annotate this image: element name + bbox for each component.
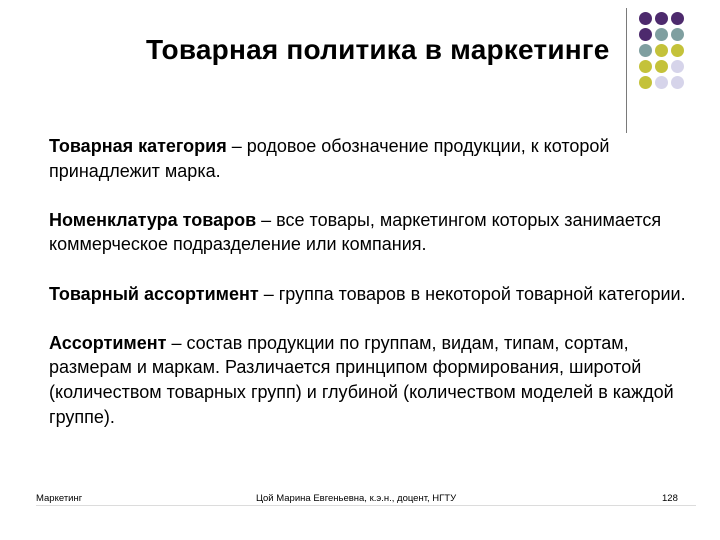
- decor-dot: [639, 76, 652, 89]
- definition-paragraph: [49, 208, 713, 257]
- decor-dot: [639, 44, 652, 57]
- definition-text: – все товары, маркетингом которых занимается коммерческое подразделение или компания.: [49, 209, 662, 255]
- definition-term: Товарная категория: [49, 136, 227, 156]
- slide-title: Товарная политика в маркетинге: [146, 34, 610, 65]
- slide-body: [49, 134, 713, 454]
- definition-text: – родовое обозначение продукции, к которой принадлежит марка.: [49, 136, 610, 181]
- decor-dot: [671, 60, 684, 73]
- decor-dot: [639, 28, 652, 41]
- definition-paragraph: [49, 282, 713, 307]
- definition-term: Товарный ассортимент: [49, 283, 259, 304]
- decor-dot: [671, 44, 684, 57]
- footer-divider: [36, 505, 696, 506]
- decor-dot: [655, 28, 668, 41]
- footer-page-number: 128: [662, 493, 678, 504]
- footer-author: Цой Марина Евгеньевна, к.э.н., доцент, НГТУ: [256, 493, 457, 504]
- decor-dot: [655, 60, 668, 73]
- definition-paragraph: [49, 331, 713, 429]
- decor-dot: [671, 28, 684, 41]
- definition-term: Ассортимент: [49, 332, 167, 353]
- footer-course: Маркетинг: [36, 493, 83, 504]
- decor-dot: [639, 60, 652, 73]
- definition-term: Номенклатура товаров: [49, 209, 257, 230]
- decor-dot: [655, 44, 668, 57]
- decor-dot: [671, 76, 684, 89]
- decor-divider: [626, 8, 627, 133]
- definition-text: – группа товаров в некоторой товарной категории.: [258, 283, 686, 304]
- definition-text: – состав продукции по группам, видам, типам, сортам, размерам и маркам. Различается принципом формирования, широтой (количеством товарных групп) и глубиной (количеством моделей в каждой группе).: [49, 332, 674, 427]
- decor-dot: [671, 12, 684, 25]
- definition-paragraph: [49, 134, 713, 183]
- decor-dot: [639, 12, 652, 25]
- decor-dot: [655, 76, 668, 89]
- decor-dot: [655, 12, 668, 25]
